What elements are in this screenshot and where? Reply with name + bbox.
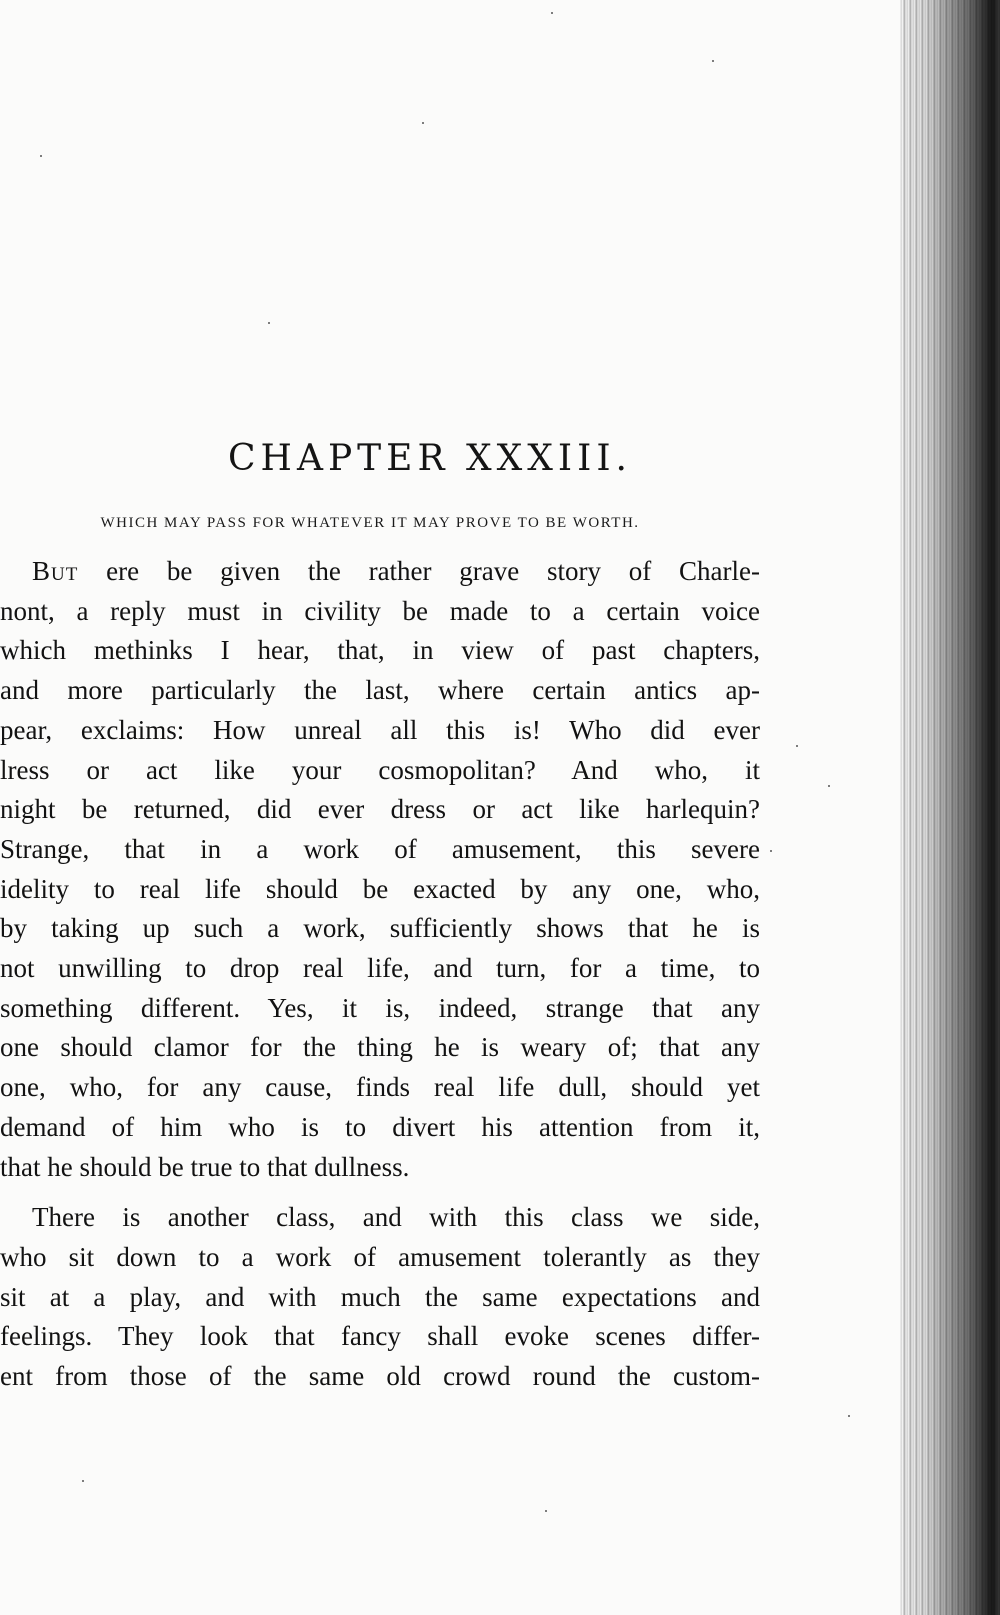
text-line: lress or act like your cosmopolitan? And who, it [0, 754, 760, 785]
text-line: which methinks I hear, that, in view of past chapters, [0, 635, 760, 666]
print-speck [268, 322, 270, 324]
text-line-content: ere be given the rather grave story of Charle- [78, 556, 760, 586]
print-speck [40, 155, 42, 157]
text-line: idelity to real life should be exacted by any one, who, [0, 873, 760, 904]
chapter-body [0, 552, 760, 1397]
drop-word: But [32, 556, 79, 586]
text-line: There is another class, and with this class we side, [32, 1202, 760, 1233]
paragraph [0, 552, 760, 1187]
print-speck [551, 12, 553, 14]
print-speck [545, 1510, 547, 1512]
text-line: something different. Yes, it is, indeed, strange that any [0, 992, 760, 1023]
paragraph [0, 1198, 760, 1397]
text-line: feelings. They look that fancy shall evoke scenes differ- [0, 1321, 760, 1352]
text-line: nont, a reply must in civility be made to a certain voice [0, 595, 760, 626]
text-line: demand of him who is to divert his attention from it, [0, 1111, 760, 1142]
text-line: sit at a play, and with much the same expectations and [0, 1281, 760, 1312]
chapter-subtitle: WHICH MAY PASS FOR WHATEVER IT MAY PROVE TO BE WORTH. [100, 515, 640, 531]
print-speck [848, 1415, 850, 1417]
text-line: pear, exclaims: How unreal all this is! Who did ever [0, 714, 760, 745]
print-speck [422, 122, 424, 124]
text-line: ent from those of the same old crowd round the custom- [0, 1361, 760, 1392]
print-speck [82, 1480, 84, 1482]
text-line: by taking up such a work, sufficiently shows that he is [0, 913, 760, 944]
text-line: Strange, that in a work of amusement, this severe [0, 833, 760, 864]
print-speck [796, 745, 798, 747]
print-speck [828, 785, 830, 787]
text-line: night be returned, did ever dress or act like harlequin? [0, 794, 760, 825]
text-line: one, who, for any cause, finds real life dull, should yet [0, 1072, 760, 1103]
page-edge-shadow [900, 0, 1000, 1615]
text-line: and more particularly the last, where certain antics ap- [0, 675, 760, 706]
chapter-title: CHAPTER XXXIII. [228, 438, 632, 479]
text-line [0, 552, 760, 592]
text-line: not unwilling to drop real life, and turn, for a time, to [0, 953, 760, 984]
text-line: that he should be true to that dullness. [0, 1151, 410, 1182]
text-line: who sit down to a work of amusement tolerantly as they [0, 1241, 760, 1272]
text-line: one should clamor for the thing he is weary of; that any [0, 1032, 760, 1063]
paragraph-gap [0, 1187, 760, 1198]
print-speck [770, 850, 772, 852]
print-speck [712, 60, 714, 62]
